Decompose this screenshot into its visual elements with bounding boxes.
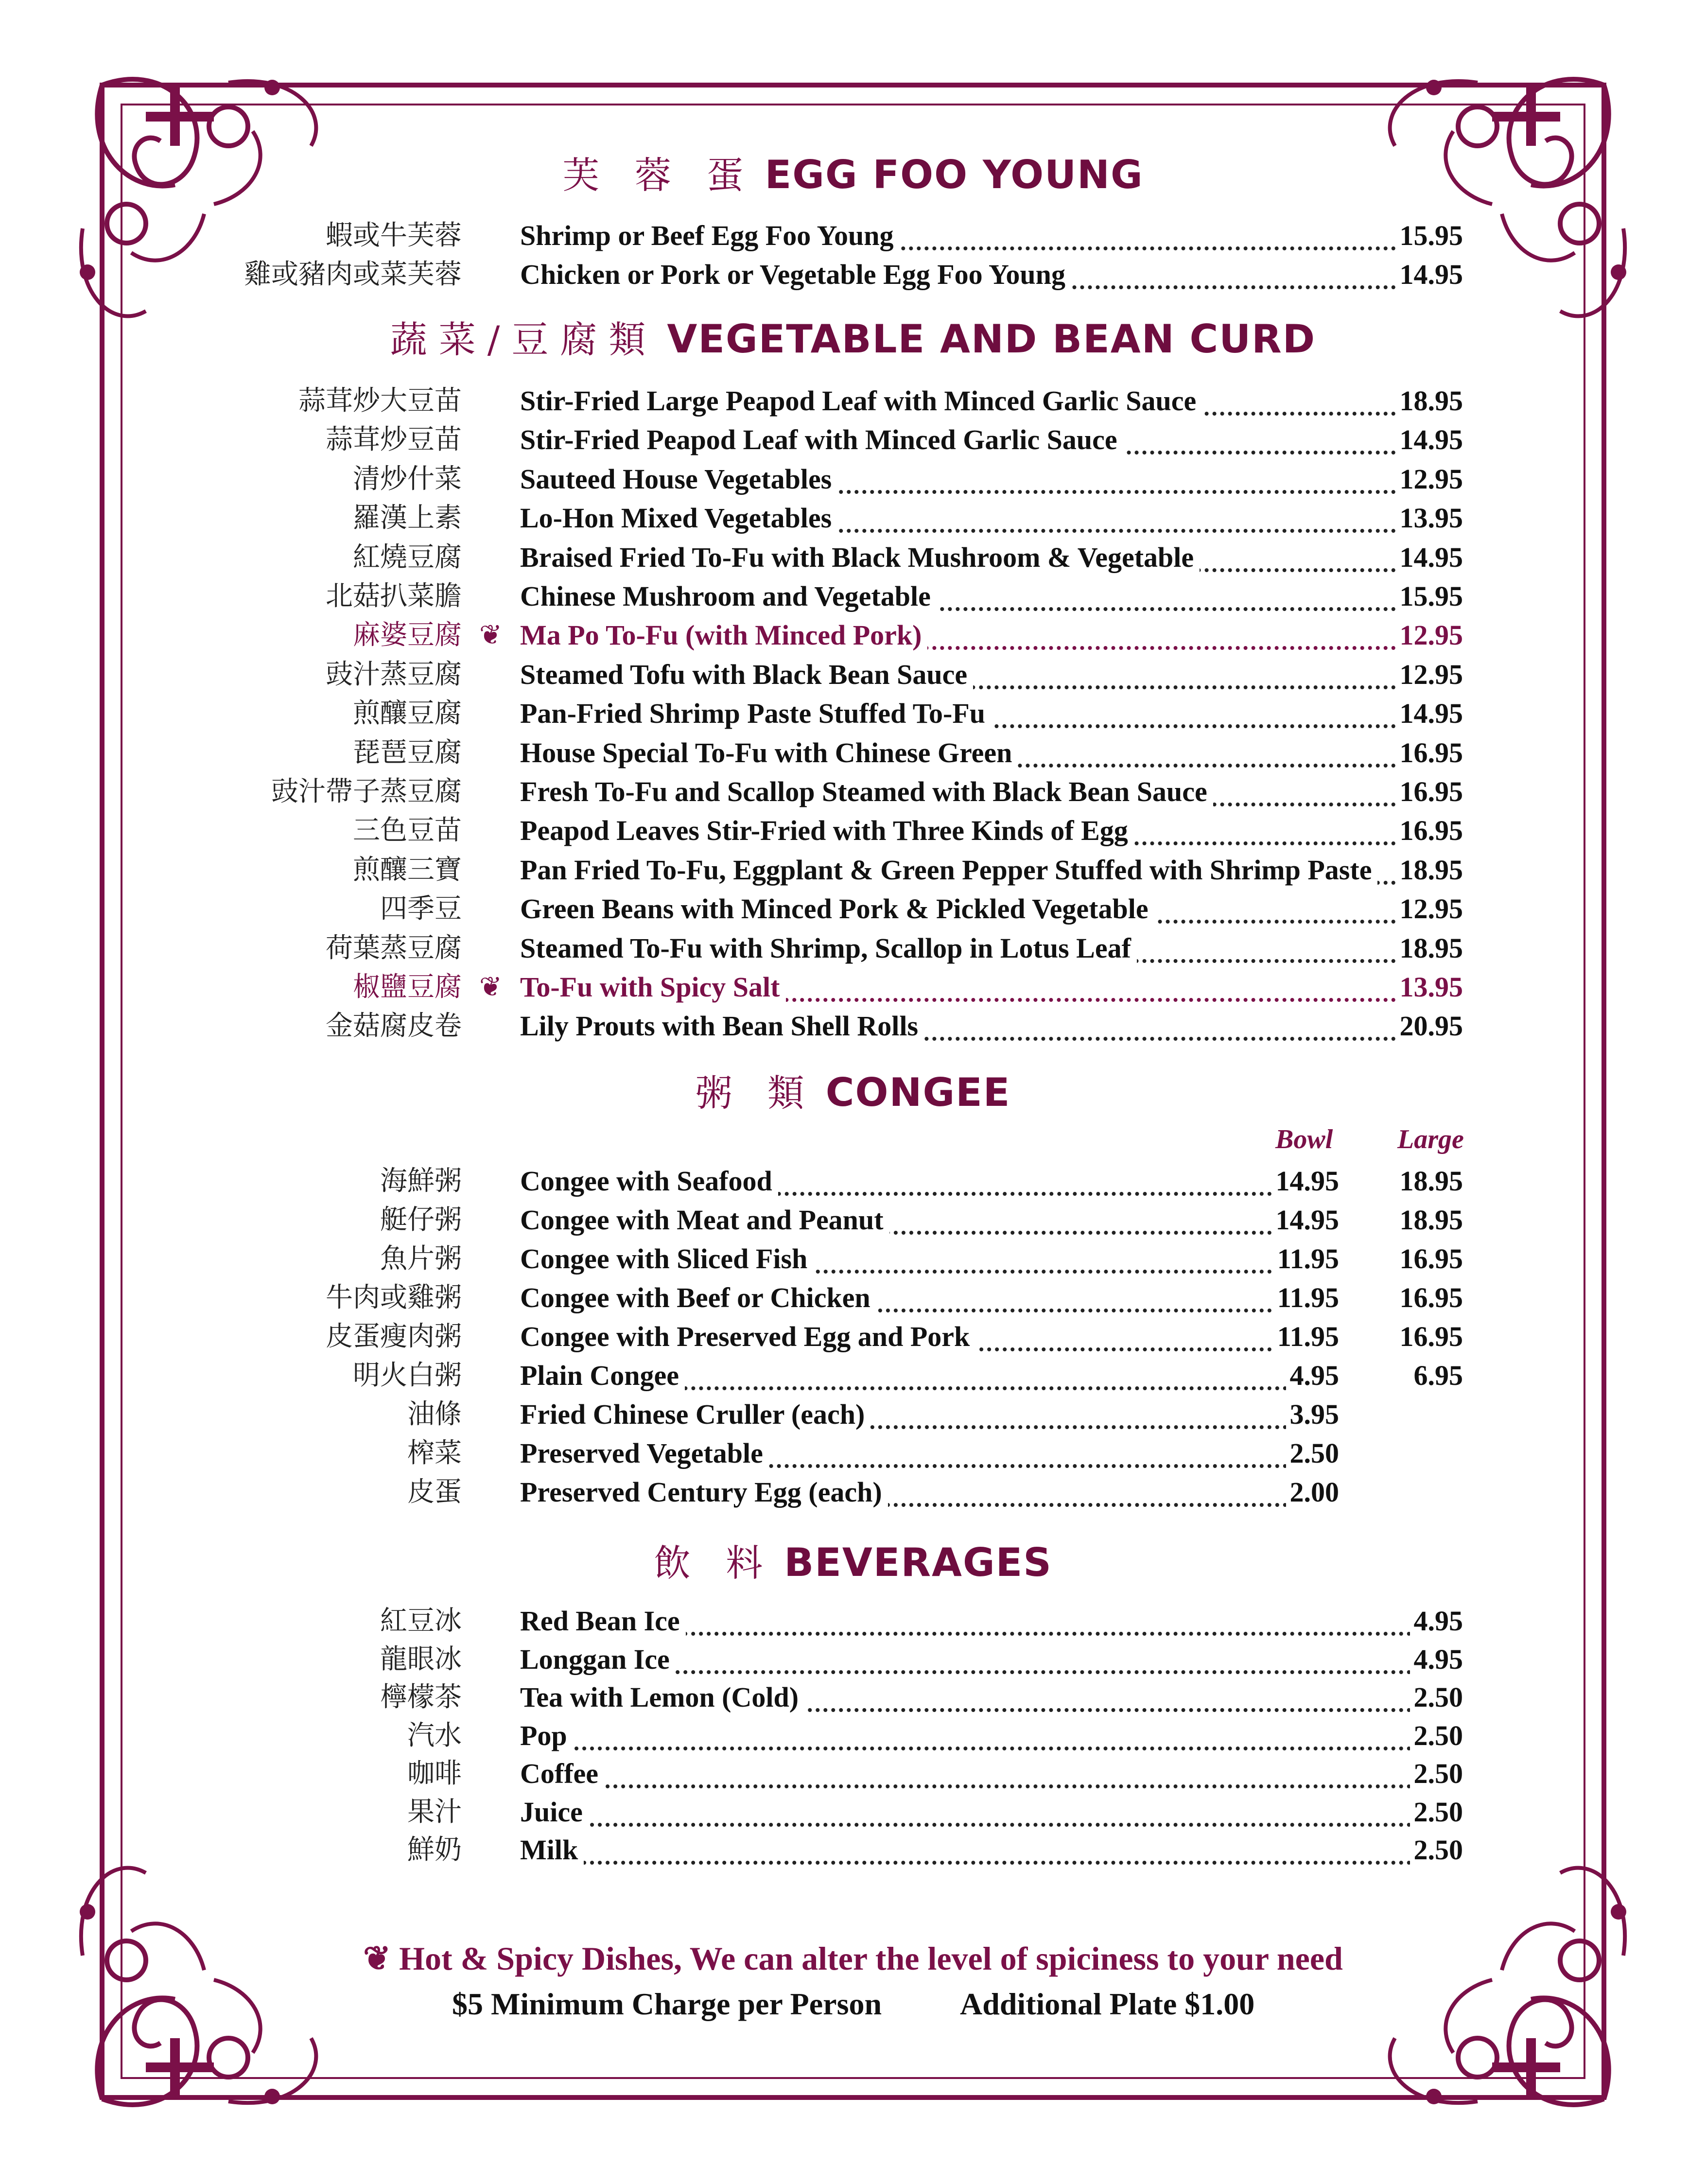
menu-item-row xyxy=(0,1201,1706,1240)
menu-item-row xyxy=(0,1317,1706,1356)
section-title-en: EGG FOO YOUNG xyxy=(765,152,1144,197)
dish-price: 18.95 xyxy=(1396,851,1463,890)
dish-price: 2.50 xyxy=(1410,1716,1463,1755)
menu-item-row xyxy=(0,1754,1706,1793)
dish-name: Green Beans with Minced Pork & Pickled Vegetable xyxy=(520,890,1154,928)
menu-item-row xyxy=(0,1678,1706,1717)
dish-price: 11.95 xyxy=(1273,1317,1339,1356)
dish-name: Fresh To-Fu and Scallop Steamed with Black Bean Sauce xyxy=(520,772,1213,811)
dish-price: 3.95 xyxy=(1286,1395,1340,1434)
menu-item-row xyxy=(0,616,1706,655)
dish-name: House Special To-Fu with Chinese Green xyxy=(520,734,1018,772)
dish-name-zh: 鮮奶 xyxy=(407,1834,462,1866)
menu-item-row xyxy=(0,499,1706,538)
dish-name: Red Bean Ice xyxy=(520,1602,686,1641)
dish-name: Plain Congee xyxy=(520,1356,685,1395)
dish-name: Ma Po To-Fu (with Minced Pork) xyxy=(520,616,927,655)
menu-item-row xyxy=(0,968,1706,1007)
dish-name: Congee with Meat and Peanut xyxy=(520,1201,889,1240)
dish-name: Shrimp or Beef Egg Foo Young xyxy=(520,216,900,255)
chili-icon: ❦ xyxy=(363,1940,400,1977)
dish-price: 14.95 xyxy=(1396,420,1463,459)
dish-name: Preserved Vegetable xyxy=(520,1434,769,1473)
dish-price-large: 16.95 xyxy=(1396,1240,1463,1278)
dish-name-zh: 皮蛋瘦肉粥 xyxy=(326,1321,462,1352)
column-header-large: Large xyxy=(1397,1124,1464,1154)
dish-price: 16.95 xyxy=(1396,772,1463,811)
dish-price-large: 16.95 xyxy=(1396,1317,1463,1356)
dish-price: 13.95 xyxy=(1396,968,1463,1007)
dish-name-zh: 雞或豬肉或菜芙蓉 xyxy=(244,259,462,290)
chili-icon: ❦ xyxy=(479,972,502,1002)
dish-price: 14.95 xyxy=(1396,538,1463,577)
dish-name-zh: 羅漢上素 xyxy=(353,502,462,534)
menu-item-row xyxy=(0,694,1706,733)
menu-item-row xyxy=(0,1602,1706,1641)
dish-name: Pop xyxy=(520,1716,573,1755)
menu-item-row xyxy=(0,1473,1706,1512)
dish-price: 4.95 xyxy=(1286,1356,1340,1395)
section-header-beverages xyxy=(0,1534,1706,1587)
dish-name: Fried Chinese Cruller (each) xyxy=(520,1395,870,1434)
dish-name-zh: 皮蛋 xyxy=(407,1476,462,1508)
dish-name-zh: 清炒什菜 xyxy=(353,463,462,495)
dish-price-large: 16.95 xyxy=(1396,1278,1463,1317)
menu-item-row xyxy=(0,420,1706,459)
section-title-zh: 粥 類 xyxy=(695,1071,816,1115)
dish-price: 16.95 xyxy=(1396,811,1463,850)
dish-name-zh: 果汁 xyxy=(407,1796,462,1828)
dot-leader xyxy=(520,1856,1458,1865)
dish-name-zh: 咖啡 xyxy=(407,1758,462,1789)
dish-price: 14.95 xyxy=(1396,255,1463,294)
dish-price: 12.95 xyxy=(1396,460,1463,499)
section-title-zh: 飲 料 xyxy=(654,1541,775,1585)
section-title-en: VEGETABLE AND BEAN CURD xyxy=(667,316,1316,362)
section-header-vegetable xyxy=(0,310,1706,363)
menu-item-row xyxy=(0,538,1706,577)
dish-price: 2.50 xyxy=(1410,1754,1463,1793)
dish-name-zh: 三色豆苗 xyxy=(353,815,462,846)
dish-name-zh: 汽水 xyxy=(407,1720,462,1751)
menu-item-row xyxy=(0,1395,1706,1434)
dot-leader xyxy=(520,1818,1458,1827)
minimum-charge: $5 Minimum Charge per Person xyxy=(452,1987,882,2021)
dish-name: To-Fu with Spicy Salt xyxy=(520,968,786,1007)
menu-item-row xyxy=(0,1007,1706,1046)
dish-name-zh: 琵琶豆腐 xyxy=(353,737,462,769)
dish-name-zh: 煎釀豆腐 xyxy=(353,698,462,729)
section-header-congee xyxy=(0,1064,1706,1117)
chili-icon: ❦ xyxy=(479,620,502,650)
dish-price: 18.95 xyxy=(1396,929,1463,968)
dish-price-large: 6.95 xyxy=(1410,1356,1463,1395)
menu-item-row xyxy=(0,734,1706,772)
dish-price: 4.95 xyxy=(1410,1640,1463,1679)
spicy-note xyxy=(0,1939,1706,1978)
menu-item-row xyxy=(0,1356,1706,1395)
menu-item-row xyxy=(0,1640,1706,1679)
dish-price-large: 18.95 xyxy=(1396,1162,1463,1201)
menu-item-row xyxy=(0,1240,1706,1278)
dish-name-zh: 蒜茸炒豆苗 xyxy=(326,424,462,455)
dish-price: 11.95 xyxy=(1273,1240,1339,1278)
dish-name: Longgan Ice xyxy=(520,1640,676,1679)
menu-item-row xyxy=(0,1162,1706,1201)
additional-plate: Additional Plate $1.00 xyxy=(960,1987,1255,2021)
menu-item-row xyxy=(0,460,1706,499)
menu-item-row xyxy=(0,811,1706,850)
dish-price: 2.50 xyxy=(1410,1678,1463,1717)
dish-price: 2.50 xyxy=(1286,1434,1340,1473)
dish-name: Tea with Lemon (Cold) xyxy=(520,1678,804,1717)
dish-price: 4.95 xyxy=(1410,1602,1463,1641)
dish-name: Congee with Seafood xyxy=(520,1162,778,1201)
section-title-en: CONGEE xyxy=(825,1070,1011,1115)
dish-name: Chicken or Pork or Vegetable Egg Foo Young xyxy=(520,255,1071,294)
dish-name-zh: 魚片粥 xyxy=(380,1243,462,1275)
dish-price: 13.95 xyxy=(1396,499,1463,538)
dish-price: 2.50 xyxy=(1410,1831,1463,1870)
menu-item-row xyxy=(0,577,1706,616)
dish-price: 2.50 xyxy=(1410,1793,1463,1832)
section-title-zh: 芙 蓉 蛋 xyxy=(562,154,755,197)
dish-name: Peapod Leaves Stir-Fried with Three Kinds of Egg xyxy=(520,811,1134,850)
dish-price: 14.95 xyxy=(1272,1201,1340,1240)
dish-name-zh: 荷葉蒸豆腐 xyxy=(326,932,462,964)
menu-item-row xyxy=(0,655,1706,694)
section-title-zh: 蔬菜/豆腐類 xyxy=(390,318,658,361)
dish-price: 15.95 xyxy=(1396,577,1463,616)
dish-price: 15.95 xyxy=(1396,216,1463,255)
dish-name: Stir-Fried Peapod Leaf with Minced Garlic Sauce xyxy=(520,420,1123,459)
dish-name-zh: 金菇腐皮卷 xyxy=(326,1010,462,1042)
dish-name-zh: 油條 xyxy=(407,1398,462,1430)
dish-price: 20.95 xyxy=(1396,1007,1463,1046)
section-title-en: BEVERAGES xyxy=(784,1540,1052,1585)
dish-name-zh: 牛肉或雞粥 xyxy=(326,1282,462,1313)
dish-name-zh: 檸檬茶 xyxy=(380,1681,462,1713)
dish-name: Preserved Century Egg (each) xyxy=(520,1473,888,1512)
menu-item-row xyxy=(0,1831,1706,1870)
menu-item-row xyxy=(0,382,1706,420)
menu-item-row xyxy=(0,1793,1706,1832)
dish-price: 12.95 xyxy=(1396,890,1463,928)
dish-price: 12.95 xyxy=(1396,655,1463,694)
dot-leader xyxy=(520,1742,1458,1750)
menu-item-row xyxy=(0,1716,1706,1755)
dish-name: Congee with Preserved Egg and Pork xyxy=(520,1317,975,1356)
dish-name: Congee with Sliced Fish xyxy=(520,1240,813,1278)
dish-name-zh: 艇仔粥 xyxy=(380,1204,462,1236)
spicy-note-text: Hot & Spicy Dishes, We can alter the level of spiciness to your need xyxy=(399,1940,1343,1977)
dish-name-zh: 榨菜 xyxy=(407,1437,462,1469)
dish-name: Stir-Fried Large Peapod Leaf with Minced Garlic Sauce xyxy=(520,382,1202,420)
dish-name: Pan Fried To-Fu, Eggplant & Green Pepper Stuffed with Shrimp Paste xyxy=(520,851,1377,890)
menu-item-row xyxy=(0,890,1706,928)
dish-name: Steamed To-Fu with Shrimp, Scallop in Lotus Leaf xyxy=(520,929,1137,968)
dish-name: Pan-Fried Shrimp Paste Stuffed To-Fu xyxy=(520,694,991,733)
dish-name-zh: 椒鹽豆腐 xyxy=(353,971,462,1003)
dish-name: Steamed Tofu with Black Bean Sauce xyxy=(520,655,973,694)
column-header-bowl: Bowl xyxy=(1275,1124,1333,1154)
menu-item-row xyxy=(0,255,1706,294)
dish-name-zh: 四季豆 xyxy=(380,893,462,925)
dish-name: Milk xyxy=(520,1831,584,1870)
dish-price: 11.95 xyxy=(1273,1278,1339,1317)
dish-name-zh: 蝦或牛芙蓉 xyxy=(326,220,462,251)
dish-name-zh: 豉汁帶子蒸豆腐 xyxy=(271,776,462,807)
dish-name-zh: 明火白粥 xyxy=(353,1360,462,1391)
dish-price: 14.95 xyxy=(1272,1162,1340,1201)
dish-price-large: 18.95 xyxy=(1396,1201,1463,1240)
dish-price: 14.95 xyxy=(1396,694,1463,733)
dish-name: Sauteed House Vegetables xyxy=(520,460,837,499)
dish-name-zh: 豉汁蒸豆腐 xyxy=(326,659,462,690)
dish-name-zh: 紅豆冰 xyxy=(380,1605,462,1637)
dish-name-zh: 海鮮粥 xyxy=(380,1165,462,1197)
dish-name: Braised Fried To-Fu with Black Mushroom & Vegetable xyxy=(520,538,1200,577)
dish-price: 18.95 xyxy=(1396,382,1463,420)
dish-name-zh: 煎釀三寶 xyxy=(353,854,462,886)
menu-item-row xyxy=(0,851,1706,890)
section-header-egg-foo-young xyxy=(0,146,1706,199)
dish-name-zh: 龍眼冰 xyxy=(380,1643,462,1675)
dish-name-zh: 麻婆豆腐 xyxy=(353,619,462,651)
menu-item-row xyxy=(0,216,1706,255)
dish-name-zh: 北菇扒菜膽 xyxy=(326,580,462,612)
menu-item-row xyxy=(0,1278,1706,1317)
dish-price: 16.95 xyxy=(1396,734,1463,772)
dish-name: Congee with Beef or Chicken xyxy=(520,1278,876,1317)
dot-leader xyxy=(520,1780,1458,1788)
dish-price: 2.00 xyxy=(1286,1473,1340,1512)
dish-name-zh: 蒜茸炒大豆苗 xyxy=(298,385,462,417)
dish-name: Juice xyxy=(520,1793,589,1832)
menu-item-row xyxy=(0,1434,1706,1473)
dish-name: Coffee xyxy=(520,1754,604,1793)
dish-name: Lo-Hon Mixed Vegetables xyxy=(520,499,837,538)
dish-price: 12.95 xyxy=(1396,616,1463,655)
menu-item-row xyxy=(0,929,1706,968)
menu-item-row xyxy=(0,772,1706,811)
dish-name: Lily Prouts with Bean Shell Rolls xyxy=(520,1007,924,1046)
dish-name: Chinese Mushroom and Vegetable xyxy=(520,577,937,616)
dish-name-zh: 紅燒豆腐 xyxy=(353,542,462,573)
